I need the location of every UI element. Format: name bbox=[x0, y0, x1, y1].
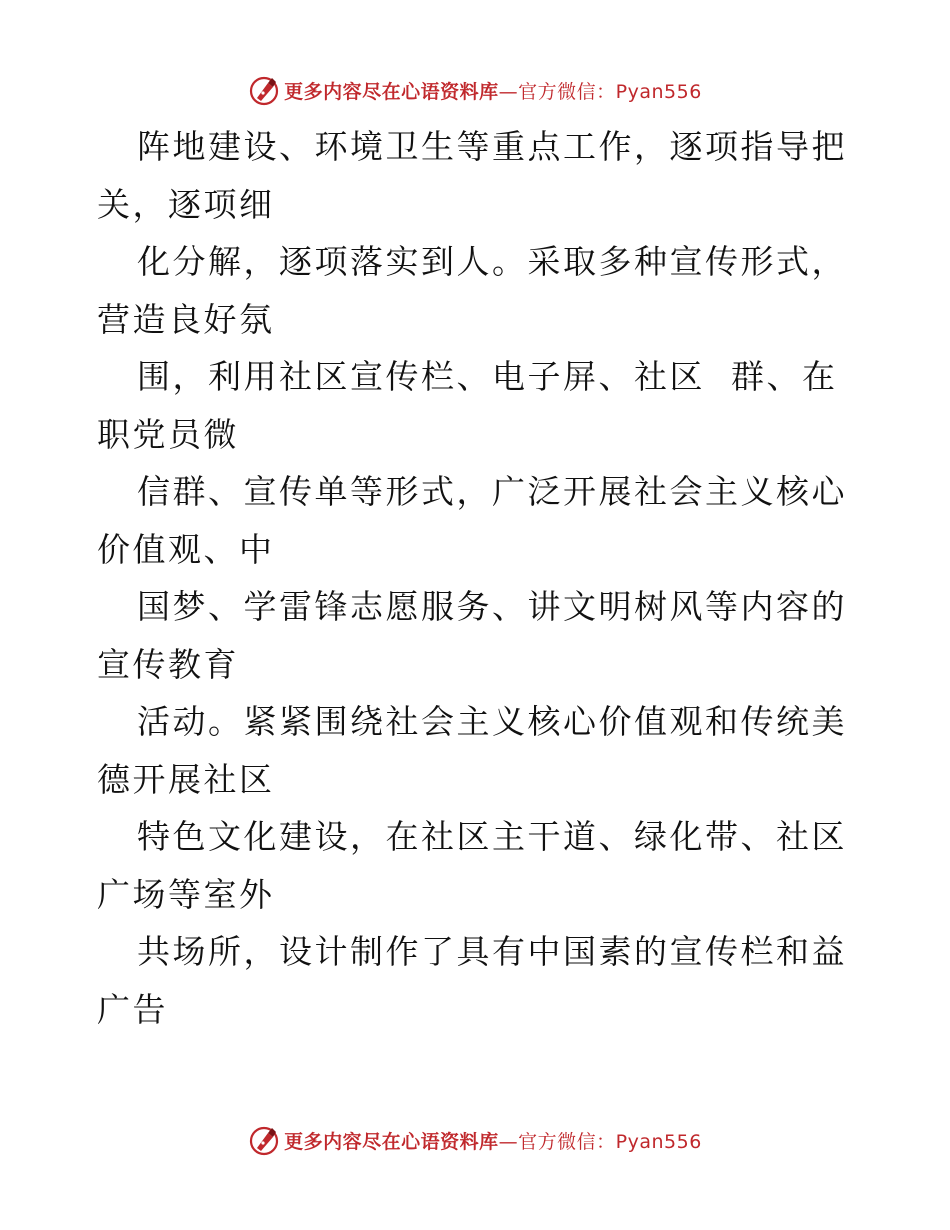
paragraph: 阵地建设、环境卫生等重点工作，逐项指导把关，逐项细 bbox=[97, 127, 847, 224]
header-banner bbox=[0, 70, 950, 110]
header-text-main: 更多内容尽在心语资料库 bbox=[284, 80, 499, 103]
footer-text-sub: 官方微信：Pyan556 bbox=[518, 1130, 702, 1153]
header-text-dash: — bbox=[498, 80, 519, 103]
footer-text-main: 更多内容尽在心语资料库 bbox=[284, 1130, 499, 1153]
footer-banner bbox=[0, 1120, 950, 1160]
footer-text bbox=[284, 1127, 702, 1154]
header-text-sub: 官方微信：Pyan556 bbox=[518, 80, 702, 103]
paragraph: 化分解，逐项落实到人。采取多种宣传形式，营造良好氛 bbox=[97, 242, 847, 339]
paragraph: 信群、宣传单等形式，广泛开展社会主义核心价值观、中 bbox=[97, 472, 847, 569]
paragraph: 国梦、学雷锋志愿服务、讲文明树风等内容的宣传教育 bbox=[97, 587, 847, 684]
footer-text-dash: — bbox=[498, 1130, 519, 1153]
paragraph: 围，利用社区宣传栏、电子屏、社区 群、在职党员微 bbox=[97, 357, 838, 454]
paragraph: 特色文化建设，在社区主干道、绿化带、社区广场等室外 bbox=[97, 817, 847, 914]
document-body bbox=[97, 118, 867, 1038]
paragraph: 共场所，设计制作了具有中国素的宣传栏和益广告 bbox=[97, 932, 847, 1029]
pen-nib-logo-icon bbox=[248, 74, 280, 106]
paragraph: 活动。紧紧围绕社会主义核心价值观和传统美德开展社区 bbox=[97, 702, 847, 799]
header-text bbox=[284, 77, 702, 104]
pen-nib-logo-icon bbox=[248, 1124, 280, 1156]
